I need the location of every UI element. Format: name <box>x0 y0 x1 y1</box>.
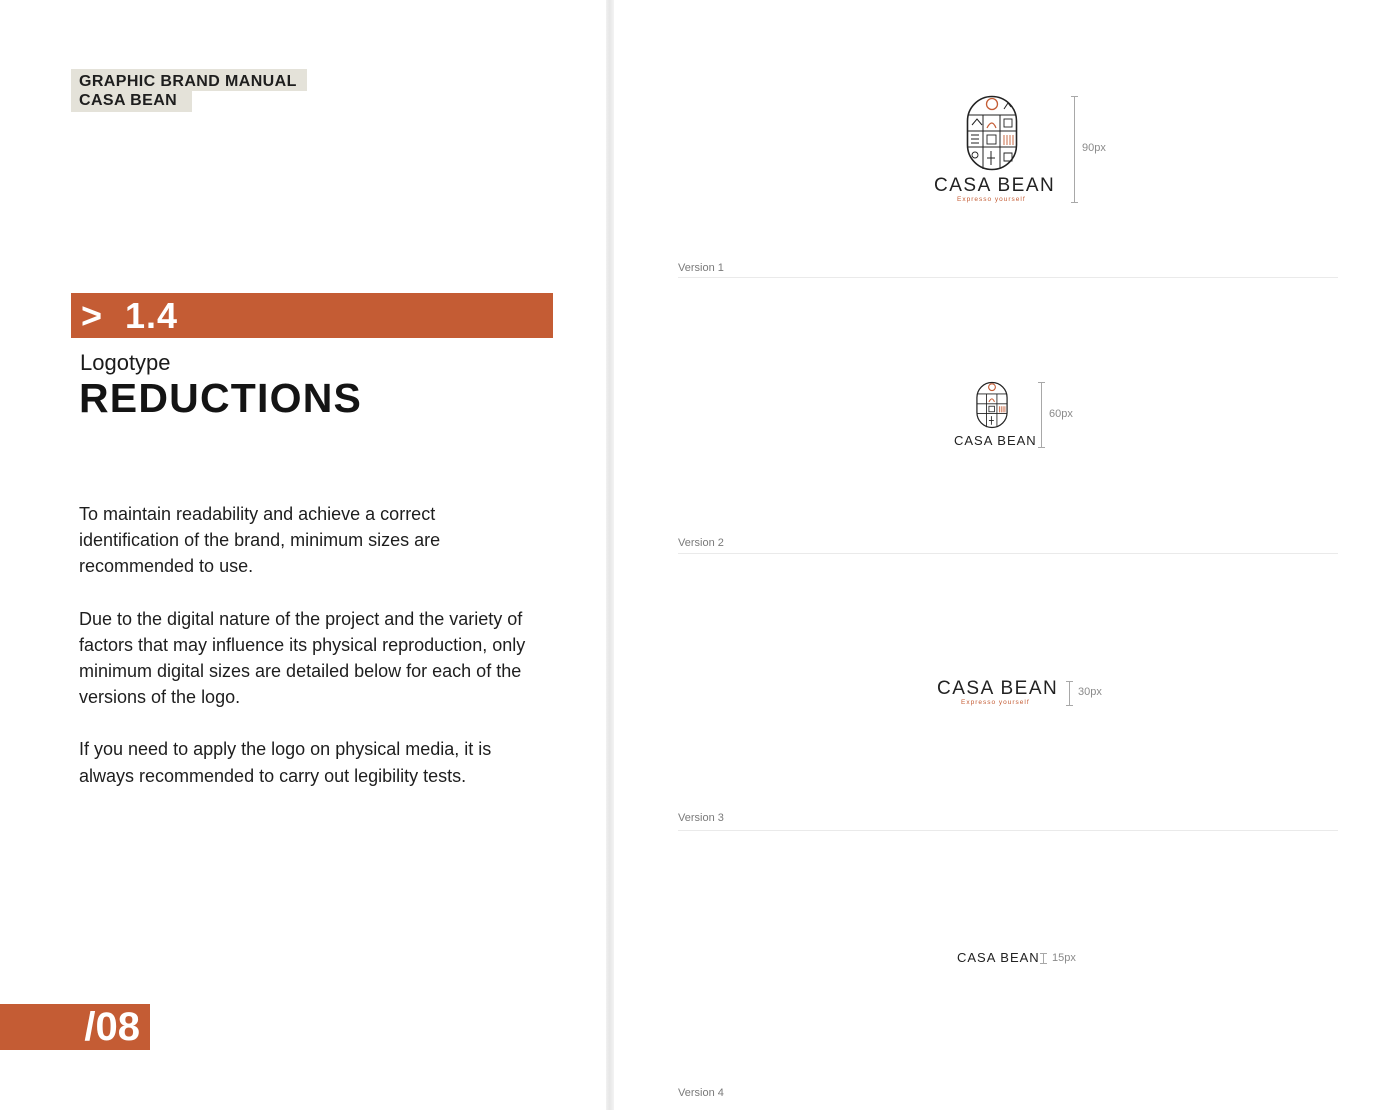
page-number: /08 <box>84 1005 140 1049</box>
logo-wordmark: CASA BEAN <box>934 175 1056 196</box>
size-bracket <box>1041 382 1042 448</box>
size-label: 30px <box>1078 686 1102 698</box>
page-spine <box>606 0 614 1110</box>
logo-wordmark: CASA BEAN <box>957 950 1040 965</box>
size-bracket <box>1069 681 1070 706</box>
logo-tagline: Expresso yourself <box>957 196 1026 203</box>
version-label: Version 1 <box>678 262 724 274</box>
logo-emblem-icon <box>976 381 1008 429</box>
manual-title: GRAPHIC BRAND MANUAL <box>71 69 307 91</box>
size-bracket <box>1043 953 1044 964</box>
paragraph: To maintain readability and achieve a correct identification of the brand, minimum sizes are recommended to use. <box>79 504 441 577</box>
divider <box>678 830 1338 831</box>
body-text <box>79 501 529 815</box>
logo-tagline: Expresso yourself <box>961 699 1030 706</box>
paragraph: If you need to apply the logo on physical media, it is always recommended to carry out legibility tests. <box>79 739 492 786</box>
logo-wordmark: CASA BEAN <box>954 433 1037 448</box>
section-bar <box>71 293 553 338</box>
divider <box>678 277 1338 278</box>
paragraph: Due to the digital nature of the project and the variety of factors that may influence its physical reproduction, only minimum digital sizes are detailed below for each of the versions of the logo. <box>79 608 526 708</box>
brand-name: CASA BEAN <box>71 91 192 112</box>
manual-tag <box>71 69 307 112</box>
section-number: > 1.4 <box>81 295 179 336</box>
divider <box>678 553 1338 554</box>
size-label: 90px <box>1082 142 1106 154</box>
size-bracket <box>1074 96 1075 203</box>
size-label: 15px <box>1052 952 1076 964</box>
version-label: Version 4 <box>678 1087 724 1099</box>
version-label: Version 3 <box>678 812 724 824</box>
left-page <box>0 0 608 1110</box>
logo-wordmark: CASA BEAN <box>937 678 1059 699</box>
size-label: 60px <box>1049 408 1073 420</box>
logo-emblem-icon <box>966 95 1018 171</box>
version-label: Version 2 <box>678 537 724 549</box>
section-subtitle: Logotype <box>80 350 171 375</box>
page-number-badge <box>0 1004 150 1050</box>
page-title: REDUCTIONS <box>79 375 363 421</box>
